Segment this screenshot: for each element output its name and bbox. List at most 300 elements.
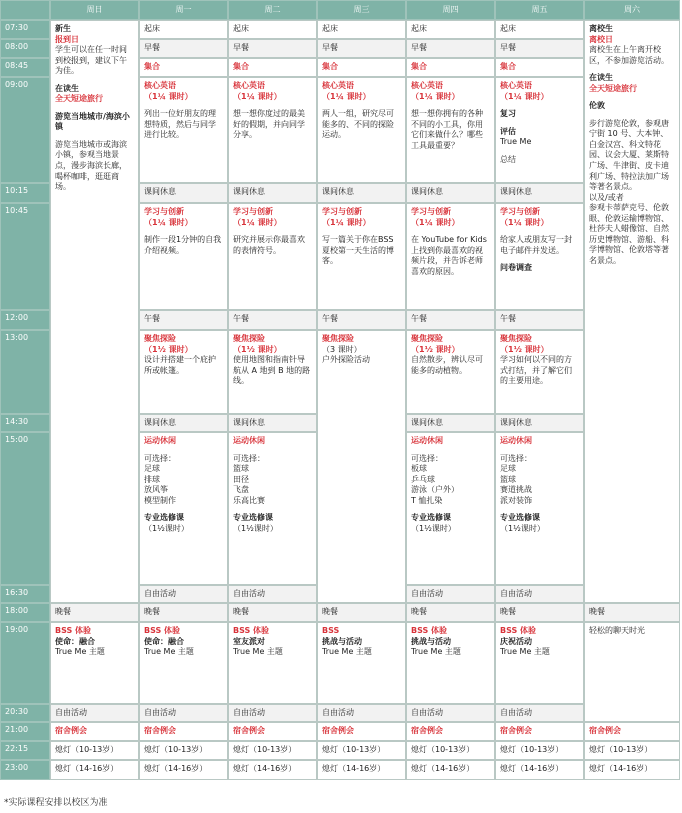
learn-line: 学习与创新: [322, 207, 362, 216]
time-label: 19:00: [5, 625, 29, 634]
free-label: 自由活动: [322, 708, 354, 717]
core-line: 想一想你度过的最美好的假期，并向同学分享。: [233, 109, 305, 140]
core-line: 核心英语: [233, 81, 265, 90]
breakfast-cell: [495, 39, 584, 58]
bedtime-cell: [406, 760, 495, 780]
assembly-cell: [406, 58, 495, 77]
dinner-cell: [317, 603, 406, 622]
bedtime-cell: [50, 760, 139, 780]
breakfast-cell: [317, 39, 406, 58]
core-line: 列出一位好朋友的理想特质，然后与同学进行比较。: [144, 109, 216, 140]
core-line: （1¼ 课时）: [233, 91, 282, 101]
free-label: 自由活动: [144, 708, 176, 717]
break-cell: [406, 183, 495, 203]
time-slot: [0, 760, 50, 780]
learn-line: 制作一段1分钟的自我介绍视频。: [144, 235, 222, 255]
time-label: 22:15: [5, 744, 29, 753]
free-label: 自由活动: [55, 708, 87, 717]
focus-line: （1½ 课时）: [144, 344, 193, 354]
wake-cell: [406, 20, 495, 39]
learn-line: （1¼ 课时）: [500, 217, 549, 227]
core-line: 复习: [500, 109, 516, 119]
sport-line: 篮球: [233, 464, 249, 474]
header-corner: [0, 0, 50, 20]
bss-line: 庆祝活动: [500, 636, 532, 646]
dorm-label: 宿舍例会: [500, 726, 532, 735]
spacer: [55, 77, 134, 84]
spacer: [144, 447, 223, 454]
sunday-column: [50, 20, 139, 603]
bss-line: True Me 主题: [55, 647, 105, 657]
bedtime-cell: [50, 741, 139, 760]
break-cell: [317, 183, 406, 203]
free-label: 自由活动: [411, 708, 443, 717]
bed-label: 熄灯（14-16岁）: [55, 764, 119, 773]
dinner-label: 晚餐: [55, 607, 71, 616]
breakfast-label: 早餐: [500, 43, 516, 52]
break-label: 课间休息: [411, 418, 443, 427]
bss-line: True Me 主题: [233, 647, 283, 657]
lunch-label: 午餐: [411, 314, 427, 323]
bedtime-cell: [228, 741, 317, 760]
saturday-line: 参观卡蒂萨克号、伦敦眼、伦敦运输博物馆、杜莎夫人蜡像馆、自然历史博物馆、游船、科学博物馆、伦敦塔等著名景点。: [589, 203, 669, 265]
sport-line: 乒乓球: [411, 474, 435, 484]
break-cell: [228, 183, 317, 203]
bed-label: 熄灯（14-16岁）: [589, 764, 653, 773]
core-line: 核心英语: [411, 81, 443, 90]
focus-line: 聚焦探险: [322, 334, 354, 343]
learn-line: （1¼ 课时）: [144, 217, 193, 227]
time-label: 09:00: [5, 80, 29, 89]
dorm-cell: [139, 722, 228, 741]
core-english-cell: [406, 77, 495, 183]
day-label: 周三: [353, 5, 370, 14]
sport-line: 可选择：: [233, 453, 265, 463]
lunch-cell: [317, 310, 406, 330]
learn-create-cell: [139, 203, 228, 310]
focus-line: 使用地图和指南针导航从 A 地到 B 地的路线。: [233, 355, 311, 386]
dinner-cell: [495, 603, 584, 622]
saturday-line: 步行游览伦敦，参观唐宁街 10 号、大本钟、白金汉宫、科文特花园、议会大厦、莱斯特广场、牛津街、皮卡迪利广场、特拉法加广场等著名景点。: [589, 118, 669, 192]
focus-adventure-cell: [139, 330, 228, 414]
focus-line: 聚焦探险: [411, 334, 443, 343]
bss-cell: [317, 622, 406, 704]
sport-line: 模型制作: [144, 495, 176, 505]
day-header: [584, 0, 680, 20]
time-label: 10:15: [5, 186, 29, 195]
core-line: （1¼ 课时）: [322, 91, 371, 101]
focus-line: 聚焦探险: [233, 334, 265, 343]
bss-cell: [139, 622, 228, 704]
wake-label: 起床: [500, 24, 516, 33]
sport-line: 足球: [500, 464, 516, 474]
time-slot: [0, 330, 50, 414]
sport-line: 篮球: [500, 474, 516, 484]
assembly-cell: [317, 58, 406, 77]
focus-line: 学习如何以不同的方式打结，并了解它们的主要用途。: [500, 355, 572, 386]
sport-line: T 恤扎染: [411, 495, 443, 505]
saturday-line: 离校生: [589, 24, 613, 33]
time-label: 07:30: [5, 23, 29, 32]
sport-line: 飞盘: [233, 485, 249, 495]
free-cell: [50, 704, 139, 722]
time-slot: [0, 622, 50, 704]
bss-line: True Me 主题: [411, 647, 461, 657]
bss-line: True Me 主题: [500, 647, 550, 657]
assembly-label: 集合: [144, 62, 160, 71]
sport-line: 运动休闲: [411, 436, 443, 445]
day-header: [495, 0, 584, 20]
break-label: 课间休息: [500, 187, 532, 196]
free-cell: [406, 585, 495, 603]
core-english-cell: [495, 77, 584, 183]
sport-line: 赛道挑战: [500, 485, 532, 495]
break-label: 课间休息: [322, 187, 354, 196]
sunday-line: 游览当地城市/海滨小镇: [55, 111, 130, 132]
bed-label: 熄灯（10-13岁）: [589, 745, 653, 754]
assembly-cell: [139, 58, 228, 77]
saturday-line: 伦敦: [589, 101, 605, 111]
sunday-line: 游览当地城市或海滨小镇，参观当地景点，漫步海滨长廊，喝杯咖啡，逛逛商场。: [55, 139, 127, 192]
dorm-cell: [50, 722, 139, 741]
break-label: 课间休息: [233, 187, 265, 196]
bed-label: 熄灯（14-16岁）: [233, 764, 297, 773]
time-label: 16:30: [5, 588, 29, 597]
break-cell: [139, 414, 228, 432]
focus-line: 设计并搭建一个庇护所或帐篷。: [144, 355, 216, 375]
focus-adventure-cell: [228, 330, 317, 414]
breakfast-cell: [406, 39, 495, 58]
bss-line: BSS 体验: [55, 626, 92, 635]
time-label: 14:30: [5, 417, 29, 426]
bedtime-cell: [139, 741, 228, 760]
time-slot: [0, 414, 50, 432]
break-label: 课间休息: [233, 418, 265, 427]
sport-line: （1½课时）: [144, 523, 189, 533]
assembly-cell: [495, 58, 584, 77]
focus-line: （1½ 课时）: [233, 344, 282, 354]
dorm-label: 宿舍例会: [589, 726, 621, 735]
free-cell: [139, 585, 228, 603]
time-slot: [0, 722, 50, 741]
sport-cell: [495, 432, 584, 585]
sport-line: 专业选修课: [233, 513, 273, 523]
dorm-label: 宿舍例会: [233, 726, 265, 735]
sunday-line: 新生: [55, 24, 71, 33]
bss-line: BSS: [322, 626, 340, 635]
time-slot: [0, 20, 50, 39]
wake-cell: [495, 20, 584, 39]
bss-line: BSS 体验: [144, 626, 181, 635]
dinner-label: 晚餐: [144, 607, 160, 616]
dorm-cell: [406, 722, 495, 741]
lunch-cell: [228, 310, 317, 330]
breakfast-label: 早餐: [233, 43, 249, 52]
sport-line: 运动休闲: [233, 436, 265, 445]
break-label: 课间休息: [144, 187, 176, 196]
dinner-cell: [139, 603, 228, 622]
time-label: 21:00: [5, 725, 29, 734]
time-label: 12:00: [5, 313, 29, 322]
wake-cell: [317, 20, 406, 39]
sport-line: 排球: [144, 474, 160, 484]
focus-line: （1½ 课时）: [411, 344, 460, 354]
assembly-cell: [228, 58, 317, 77]
free-cell: [139, 704, 228, 722]
assembly-label: 集合: [233, 62, 249, 71]
day-header: [139, 0, 228, 20]
dorm-label: 宿舍例会: [322, 726, 354, 735]
sport-line: 专业选修课: [411, 513, 451, 523]
learn-line: 给家人或朋友写一封电子邮件并发送。: [500, 235, 572, 255]
day-header: [50, 0, 139, 20]
time-slot: [0, 39, 50, 58]
bss-line: True Me 主题: [322, 647, 372, 657]
sunday-line: 报到日: [55, 34, 79, 44]
time-label: 23:00: [5, 763, 29, 772]
focus-line: 户外探险活动: [322, 355, 370, 365]
focus-adventure-cell: [317, 330, 406, 603]
sport-cell: [406, 432, 495, 585]
day-header: [317, 0, 406, 20]
bss-line: BSS 体验: [500, 626, 537, 635]
bed-label: 熄灯（14-16岁）: [144, 764, 208, 773]
dinner-label: 晚餐: [500, 607, 516, 616]
learn-line: 问卷调查: [500, 263, 532, 273]
bss-cell: [495, 622, 584, 704]
dinner-label: 晚餐: [589, 607, 605, 616]
sport-line: 板球: [411, 464, 427, 474]
lunch-cell: [406, 310, 495, 330]
free-label: 自由活动: [500, 708, 532, 717]
breakfast-cell: [139, 39, 228, 58]
break-cell: [495, 183, 584, 203]
sport-line: （1½课时）: [233, 523, 278, 533]
saturday-column: [584, 20, 680, 603]
spacer: [55, 105, 134, 112]
bss-cell: [228, 622, 317, 704]
sport-cell: [139, 432, 228, 585]
focus-line: 自然散步，辨认尽可能多的动植物。: [411, 355, 483, 375]
learn-line: 写一篇关于你在BSS 夏校第一天生活的博客。: [322, 235, 397, 266]
time-slot: [0, 183, 50, 203]
core-line: 总结: [500, 154, 516, 164]
sport-line: 可选择：: [411, 453, 443, 463]
learn-line: 学习与创新: [500, 207, 540, 216]
day-label: 周六: [624, 5, 640, 14]
learn-line: （1¼ 课时）: [411, 217, 460, 227]
core-line: True Me: [500, 137, 532, 147]
free-cell: [317, 704, 406, 722]
sunday-line: 学生可以在任一时间到校报到，建议下午为佳。: [55, 45, 127, 76]
break-label: 课间休息: [411, 187, 443, 196]
learn-line: 研究并展示你最喜欢的表情符号。: [233, 235, 305, 255]
spacer: [411, 447, 490, 454]
bss-cell: [50, 622, 139, 704]
core-english-cell: [317, 77, 406, 183]
free-label: 自由活动: [144, 589, 176, 598]
dorm-label: 宿舍例会: [411, 726, 443, 735]
lunch-cell: [495, 310, 584, 330]
saturday-line: 以及/或者: [589, 192, 624, 202]
bedtime-cell: [584, 741, 680, 760]
sport-line: 乐高比赛: [233, 495, 265, 505]
learn-line: 学习与创新: [233, 207, 273, 216]
wake-cell: [228, 20, 317, 39]
dinner-cell: [406, 603, 495, 622]
core-line: 想一想你拥有的各种不同的小工具，你用它们来做什么？哪些工具最重要？: [411, 109, 483, 150]
bss-line: 室友派对: [233, 636, 265, 646]
saturday-line: 在读生: [589, 73, 613, 83]
spacer: [55, 133, 134, 140]
bedtime-cell: [495, 760, 584, 780]
core-line: （1¼ 课时）: [144, 91, 193, 101]
core-line: 两人一组，研究尽可能多的、不同的探险运动。: [322, 109, 394, 140]
core-english-cell: [139, 77, 228, 183]
dinner-cell: [50, 603, 139, 622]
time-slot: [0, 741, 50, 760]
sport-line: 运动休闲: [144, 436, 176, 445]
break-label: 课间休息: [144, 418, 176, 427]
saturday-line: 离校生在上午离开校区，不参加游览活动。: [589, 45, 669, 65]
spacer: [589, 112, 675, 119]
bed-label: 熄灯（10-13岁）: [233, 745, 297, 754]
day-label: 周五: [531, 5, 548, 14]
dinner-label: 晚餐: [322, 607, 338, 616]
core-line: （1¼ 课时）: [500, 91, 549, 101]
time-slot: [0, 704, 50, 722]
sport-cell: [228, 432, 317, 585]
day-header: [228, 0, 317, 20]
learn-create-cell: [495, 203, 584, 310]
sport-line: 派对装饰: [500, 495, 532, 505]
time-label: 15:00: [5, 435, 29, 444]
sport-line: （1½课时）: [500, 523, 545, 533]
bed-label: 熄灯（14-16岁）: [322, 764, 386, 773]
dinner-label: 晚餐: [233, 607, 249, 616]
wake-label: 起床: [411, 24, 427, 33]
time-label: 08:00: [5, 42, 29, 51]
bss-line: 挑战与活动: [322, 636, 362, 646]
breakfast-label: 早餐: [322, 43, 338, 52]
spacer: [233, 447, 312, 454]
day-header: [406, 0, 495, 20]
learn-create-cell: [406, 203, 495, 310]
free-label: 自由活动: [411, 589, 443, 598]
core-line: 核心英语: [144, 81, 176, 90]
bed-label: 熄灯（14-16岁）: [411, 764, 475, 773]
sunday-line: 在读生: [55, 83, 79, 93]
spacer: [500, 120, 579, 127]
bss-line: True Me 主题: [144, 647, 194, 657]
time-slot: [0, 203, 50, 310]
learn-create-cell: [228, 203, 317, 310]
sport-line: 游泳（户外）: [411, 485, 459, 495]
bss-cell: [406, 622, 495, 704]
time-slot: [0, 432, 50, 585]
time-slot: [0, 77, 50, 183]
bed-label: 熄灯（10-13岁）: [322, 745, 386, 754]
break-cell: [139, 183, 228, 203]
bss-line: BSS 体验: [411, 626, 448, 635]
breakfast-label: 早餐: [411, 43, 427, 52]
wake-label: 起床: [233, 24, 249, 33]
focus-line: （1½ 课时）: [500, 344, 549, 354]
focus-line: 聚焦探险: [144, 334, 176, 343]
bedtime-cell: [584, 760, 680, 780]
bss-line: 挑战与活动: [411, 636, 451, 646]
evening-label: 轻松的聊天时光: [589, 626, 645, 635]
core-line: 评估: [500, 126, 516, 136]
time-slot: [0, 310, 50, 330]
assembly-label: 集合: [500, 62, 516, 71]
bss-line: 使命：融合: [55, 636, 95, 646]
sport-line: 可选择：: [144, 453, 176, 463]
learn-create-cell: [317, 203, 406, 310]
sport-line: （1½课时）: [411, 523, 456, 533]
lunch-label: 午餐: [322, 314, 338, 323]
dorm-cell: [584, 722, 680, 741]
sunday-line: 全天短途旅行: [55, 94, 103, 104]
break-cell: [228, 414, 317, 432]
bedtime-cell: [406, 741, 495, 760]
time-label: 18:00: [5, 606, 29, 615]
day-label: 周日: [86, 5, 103, 14]
dorm-cell: [228, 722, 317, 741]
bed-label: 熄灯（14-16岁）: [500, 764, 564, 773]
bss-line: 使命：融合: [144, 636, 184, 646]
dorm-label: 宿舍例会: [55, 726, 87, 735]
lunch-label: 午餐: [500, 314, 516, 323]
bed-label: 熄灯（10-13岁）: [500, 745, 564, 754]
lunch-label: 午餐: [144, 314, 160, 323]
sport-line: 专业选修课: [500, 513, 540, 523]
learn-line: 学习与创新: [411, 207, 451, 216]
time-label: 08:45: [5, 61, 29, 70]
day-label: 周二: [264, 5, 281, 14]
core-line: 核心英语: [322, 81, 354, 90]
spacer: [500, 447, 579, 454]
sport-line: 足球: [144, 464, 160, 474]
lunch-cell: [139, 310, 228, 330]
day-label: 周四: [442, 5, 459, 14]
sport-line: 专业选修课: [144, 513, 184, 523]
saturday-line: 全天短途旅行: [589, 83, 637, 93]
focus-line: 聚焦探险: [500, 334, 532, 343]
bed-label: 熄灯（10-13岁）: [55, 745, 119, 754]
time-label: 13:00: [5, 333, 29, 342]
break-cell: [406, 414, 495, 432]
sport-line: 可选择：: [500, 453, 532, 463]
lunch-label: 午餐: [233, 314, 249, 323]
free-label: 自由活动: [500, 589, 532, 598]
breakfast-label: 早餐: [144, 43, 160, 52]
learn-line: 在 YouTube for Kids 上找到你最喜欢的视频片段，并告诉老师喜欢的原因。: [411, 235, 490, 276]
sport-line: 放风筝: [144, 485, 168, 495]
saturday-line: 离校日: [589, 34, 613, 44]
dinner-cell: [584, 603, 680, 622]
focus-adventure-cell: [495, 330, 584, 414]
learn-line: 学习与创新: [144, 207, 184, 216]
spacer: [500, 148, 579, 155]
free-cell: [406, 704, 495, 722]
bedtime-cell: [317, 760, 406, 780]
dinner-cell: [228, 603, 317, 622]
breakfast-cell: [228, 39, 317, 58]
free-cell: [495, 585, 584, 603]
wake-label: 起床: [322, 24, 338, 33]
focus-line: （3 课时）: [322, 344, 362, 354]
